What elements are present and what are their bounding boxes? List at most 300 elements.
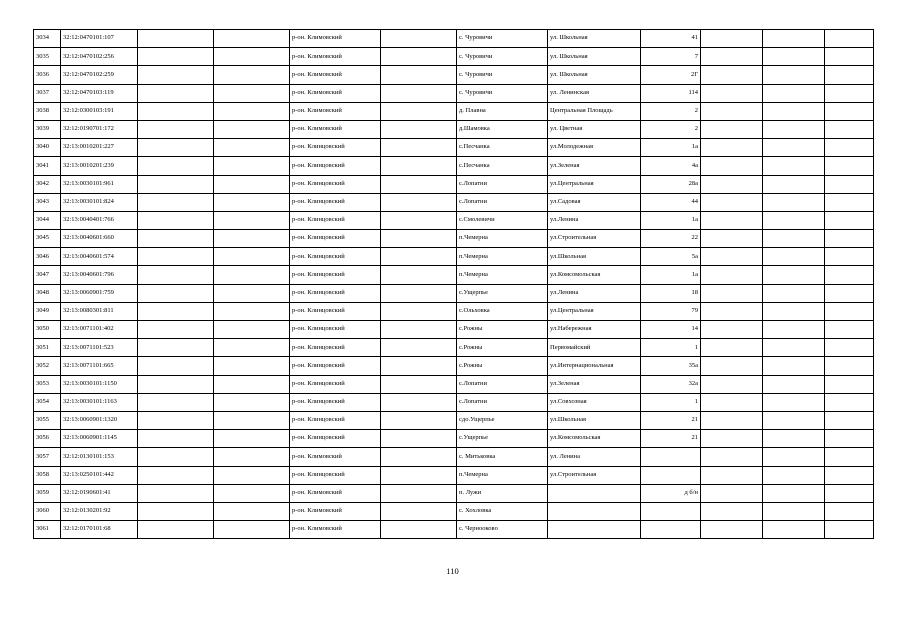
- empty-cell: [825, 48, 874, 66]
- empty-cell: [701, 466, 763, 484]
- empty-cell: [381, 230, 457, 248]
- empty-cell: [701, 211, 763, 229]
- cadastral-number-cell: 32:13:0010201:227: [61, 139, 138, 157]
- empty-cell: [701, 502, 763, 520]
- empty-cell: [138, 502, 214, 520]
- empty-cell: [381, 411, 457, 429]
- empty-cell: [381, 521, 457, 539]
- house-number-cell: 79: [641, 302, 701, 320]
- empty-cell: [825, 230, 874, 248]
- empty-cell: [701, 448, 763, 466]
- empty-cell: [214, 66, 290, 84]
- empty-cell: [825, 66, 874, 84]
- row-number-cell: 3058: [34, 466, 61, 484]
- empty-cell: [825, 266, 874, 284]
- cadastral-number-cell: 32:13:0040601:660: [61, 230, 138, 248]
- cadastral-number-cell: 32:12:0470102:259: [61, 66, 138, 84]
- table-row: [34, 84, 874, 102]
- street-cell: Центральная Площадь: [548, 102, 641, 120]
- cadastral-number-cell: 32:13:0030101:824: [61, 193, 138, 211]
- empty-cell: [763, 84, 825, 102]
- empty-cell: [701, 175, 763, 193]
- street-cell: ул.Ленина: [548, 211, 641, 229]
- empty-cell: [138, 230, 214, 248]
- empty-cell: [825, 284, 874, 302]
- empty-cell: [763, 448, 825, 466]
- empty-cell: [214, 484, 290, 502]
- empty-cell: [138, 284, 214, 302]
- table-row: [34, 139, 874, 157]
- row-number-cell: 3057: [34, 448, 61, 466]
- empty-cell: [214, 375, 290, 393]
- district-cell: р-он. Климовский: [290, 48, 381, 66]
- empty-cell: [763, 521, 825, 539]
- empty-cell: [763, 430, 825, 448]
- row-number-cell: 3045: [34, 230, 61, 248]
- house-number-cell: 41: [641, 30, 701, 48]
- empty-cell: [381, 248, 457, 266]
- row-number-cell: 3055: [34, 411, 61, 429]
- row-number-cell: 3061: [34, 521, 61, 539]
- street-cell: [548, 521, 641, 539]
- district-cell: р-он. Клинцовский: [290, 175, 381, 193]
- empty-cell: [138, 157, 214, 175]
- empty-cell: [701, 48, 763, 66]
- table-row: [34, 321, 874, 339]
- empty-cell: [214, 302, 290, 320]
- empty-cell: [138, 211, 214, 229]
- empty-cell: [214, 466, 290, 484]
- empty-cell: [138, 430, 214, 448]
- street-cell: ул.Молодежная: [548, 139, 641, 157]
- cadastral-number-cell: 32:12:0470103:119: [61, 84, 138, 102]
- table-row: [34, 466, 874, 484]
- empty-cell: [381, 430, 457, 448]
- empty-cell: [138, 321, 214, 339]
- empty-cell: [214, 411, 290, 429]
- house-number-cell: д б/н: [641, 484, 701, 502]
- district-cell: р-он. Клинцовский: [290, 139, 381, 157]
- empty-cell: [701, 266, 763, 284]
- district-cell: р-он. Клинцовский: [290, 411, 381, 429]
- street-cell: ул.Зеленая: [548, 157, 641, 175]
- cadastral-number-cell: 32:12:0190601:41: [61, 484, 138, 502]
- empty-cell: [701, 321, 763, 339]
- empty-cell: [214, 357, 290, 375]
- cadastral-number-cell: 32:13:0030101:1163: [61, 393, 138, 411]
- empty-cell: [701, 302, 763, 320]
- empty-cell: [214, 102, 290, 120]
- cadastral-number-cell: 32:13:0010201:239: [61, 157, 138, 175]
- street-cell: ул.Школьная: [548, 411, 641, 429]
- street-cell: ул.Совхозная: [548, 393, 641, 411]
- row-number-cell: 3040: [34, 139, 61, 157]
- empty-cell: [701, 339, 763, 357]
- empty-cell: [701, 193, 763, 211]
- district-cell: р-он. Клинцовский: [290, 230, 381, 248]
- empty-cell: [214, 266, 290, 284]
- settlement-cell: п.Чемерна: [457, 248, 548, 266]
- empty-cell: [825, 30, 874, 48]
- empty-cell: [701, 411, 763, 429]
- empty-cell: [214, 339, 290, 357]
- settlement-cell: с. Чуровичи: [457, 84, 548, 102]
- empty-cell: [138, 339, 214, 357]
- empty-cell: [138, 120, 214, 138]
- empty-cell: [701, 30, 763, 48]
- street-cell: ул. Школьная: [548, 66, 641, 84]
- table-row: [34, 302, 874, 320]
- empty-cell: [381, 211, 457, 229]
- empty-cell: [138, 357, 214, 375]
- row-number-cell: 3060: [34, 502, 61, 520]
- house-number-cell: 44: [641, 193, 701, 211]
- house-number-cell: 18: [641, 284, 701, 302]
- cadastral-number-cell: 32:12:0300103:191: [61, 102, 138, 120]
- district-cell: р-он. Климовский: [290, 448, 381, 466]
- street-cell: [548, 484, 641, 502]
- cadastral-number-cell: 32:13:0030101:1150: [61, 375, 138, 393]
- table-row: [34, 521, 874, 539]
- house-number-cell: 21: [641, 411, 701, 429]
- street-cell: ул.Садовая: [548, 193, 641, 211]
- empty-cell: [381, 157, 457, 175]
- row-number-cell: 3050: [34, 321, 61, 339]
- empty-cell: [138, 302, 214, 320]
- district-cell: р-он. Клинцовский: [290, 393, 381, 411]
- empty-cell: [381, 375, 457, 393]
- empty-cell: [381, 139, 457, 157]
- empty-cell: [701, 102, 763, 120]
- empty-cell: [214, 193, 290, 211]
- house-number-cell: 7: [641, 48, 701, 66]
- empty-cell: [763, 139, 825, 157]
- row-number-cell: 3039: [34, 120, 61, 138]
- row-number-cell: 3059: [34, 484, 61, 502]
- empty-cell: [825, 448, 874, 466]
- empty-cell: [825, 84, 874, 102]
- settlement-cell: с.Ольховка: [457, 302, 548, 320]
- empty-cell: [825, 321, 874, 339]
- cadastral-number-cell: 32:13:0060901:1320: [61, 411, 138, 429]
- empty-cell: [825, 302, 874, 320]
- empty-cell: [701, 393, 763, 411]
- empty-cell: [825, 466, 874, 484]
- house-number-cell: 1а: [641, 211, 701, 229]
- empty-cell: [701, 430, 763, 448]
- empty-cell: [825, 139, 874, 157]
- row-number-cell: 3034: [34, 30, 61, 48]
- table-row: [34, 393, 874, 411]
- house-number-cell: 21: [641, 430, 701, 448]
- house-number-cell: [641, 466, 701, 484]
- house-number-cell: 2: [641, 102, 701, 120]
- empty-cell: [763, 102, 825, 120]
- row-number-cell: 3044: [34, 211, 61, 229]
- empty-cell: [214, 430, 290, 448]
- empty-cell: [214, 284, 290, 302]
- empty-cell: [701, 139, 763, 157]
- page-number: 110: [446, 566, 459, 576]
- cadastral-number-cell: 32:12:0130101:153: [61, 448, 138, 466]
- house-number-cell: [641, 521, 701, 539]
- empty-cell: [381, 339, 457, 357]
- street-cell: ул. Ленинская: [548, 84, 641, 102]
- house-number-cell: 28а: [641, 175, 701, 193]
- settlement-cell: с. Чуровичи: [457, 30, 548, 48]
- settlement-cell: д. Плавна: [457, 102, 548, 120]
- cadastral-number-cell: 32:13:0060901:1145: [61, 430, 138, 448]
- empty-cell: [214, 48, 290, 66]
- empty-cell: [763, 30, 825, 48]
- empty-cell: [381, 84, 457, 102]
- empty-cell: [138, 466, 214, 484]
- empty-cell: [763, 230, 825, 248]
- table-row: [34, 266, 874, 284]
- empty-cell: [763, 375, 825, 393]
- house-number-cell: 2Г: [641, 66, 701, 84]
- table-row: [34, 430, 874, 448]
- empty-cell: [763, 157, 825, 175]
- empty-cell: [763, 266, 825, 284]
- district-cell: р-он. Клинцовский: [290, 157, 381, 175]
- empty-cell: [825, 102, 874, 120]
- settlement-cell: с.Лопатни: [457, 393, 548, 411]
- empty-cell: [701, 230, 763, 248]
- table-row: [34, 157, 874, 175]
- empty-cell: [214, 139, 290, 157]
- empty-cell: [825, 430, 874, 448]
- empty-cell: [825, 393, 874, 411]
- table-row: [34, 357, 874, 375]
- street-cell: Первомайский: [548, 339, 641, 357]
- empty-cell: [138, 193, 214, 211]
- empty-cell: [825, 157, 874, 175]
- empty-cell: [138, 84, 214, 102]
- empty-cell: [214, 30, 290, 48]
- district-cell: р-он. Климовский: [290, 502, 381, 520]
- settlement-cell: с. Хохловка: [457, 502, 548, 520]
- empty-cell: [701, 120, 763, 138]
- house-number-cell: 35а: [641, 357, 701, 375]
- empty-cell: [214, 521, 290, 539]
- table-row: [34, 411, 874, 429]
- empty-cell: [214, 321, 290, 339]
- empty-cell: [763, 66, 825, 84]
- empty-cell: [138, 448, 214, 466]
- cadastral-number-cell: 32:12:0470102:256: [61, 48, 138, 66]
- empty-cell: [214, 157, 290, 175]
- empty-cell: [381, 321, 457, 339]
- cadastral-number-cell: 32:13:0250101:442: [61, 466, 138, 484]
- district-cell: р-он. Климовский: [290, 102, 381, 120]
- empty-cell: [138, 393, 214, 411]
- empty-cell: [763, 120, 825, 138]
- settlement-cell: с.Лопатни: [457, 193, 548, 211]
- settlement-cell: с.Ущерпье: [457, 284, 548, 302]
- cadastral-number-cell: 32:12:0130201:92: [61, 502, 138, 520]
- settlement-cell: с.Рожны: [457, 339, 548, 357]
- empty-cell: [138, 139, 214, 157]
- empty-cell: [825, 175, 874, 193]
- row-number-cell: 3051: [34, 339, 61, 357]
- empty-cell: [138, 375, 214, 393]
- street-cell: ул. Школьная: [548, 48, 641, 66]
- empty-cell: [214, 175, 290, 193]
- table-row: [34, 102, 874, 120]
- table-row: [34, 66, 874, 84]
- row-number-cell: 3047: [34, 266, 61, 284]
- empty-cell: [138, 411, 214, 429]
- house-number-cell: [641, 502, 701, 520]
- empty-cell: [381, 30, 457, 48]
- empty-cell: [701, 284, 763, 302]
- row-number-cell: 3046: [34, 248, 61, 266]
- row-number-cell: 3038: [34, 102, 61, 120]
- cadastral-number-cell: 32:13:0080301:811: [61, 302, 138, 320]
- table-row: [34, 448, 874, 466]
- row-number-cell: 3036: [34, 66, 61, 84]
- house-number-cell: 32а: [641, 375, 701, 393]
- cadastral-number-cell: 32:12:0190701:172: [61, 120, 138, 138]
- table-row: [34, 120, 874, 138]
- empty-cell: [763, 284, 825, 302]
- empty-cell: [825, 375, 874, 393]
- district-cell: р-он. Клинцовский: [290, 211, 381, 229]
- registry-table-body: [34, 30, 874, 539]
- row-number-cell: 3042: [34, 175, 61, 193]
- settlement-cell: д.Шамовка: [457, 120, 548, 138]
- empty-cell: [214, 84, 290, 102]
- empty-cell: [701, 157, 763, 175]
- settlement-cell: с.Рожны: [457, 321, 548, 339]
- cadastral-number-cell: 32:12:0470101:107: [61, 30, 138, 48]
- empty-cell: [701, 521, 763, 539]
- empty-cell: [763, 211, 825, 229]
- table-row: [34, 284, 874, 302]
- empty-cell: [381, 393, 457, 411]
- empty-cell: [825, 193, 874, 211]
- house-number-cell: 1а: [641, 266, 701, 284]
- house-number-cell: 2: [641, 120, 701, 138]
- empty-cell: [825, 411, 874, 429]
- house-number-cell: [641, 448, 701, 466]
- empty-cell: [763, 321, 825, 339]
- cadastral-number-cell: 32:13:0030101:961: [61, 175, 138, 193]
- empty-cell: [214, 211, 290, 229]
- settlement-cell: п.Чемерна: [457, 466, 548, 484]
- table-row: [34, 30, 874, 48]
- street-cell: ул.Строительная: [548, 466, 641, 484]
- empty-cell: [214, 393, 290, 411]
- cadastral-number-cell: 32:13:0040401:766: [61, 211, 138, 229]
- district-cell: р-он. Климовский: [290, 66, 381, 84]
- house-number-cell: 1а: [641, 139, 701, 157]
- house-number-cell: 1: [641, 393, 701, 411]
- table-row: [34, 211, 874, 229]
- row-number-cell: 3048: [34, 284, 61, 302]
- empty-cell: [825, 248, 874, 266]
- street-cell: ул.Школьная: [548, 248, 641, 266]
- empty-cell: [825, 521, 874, 539]
- empty-cell: [701, 84, 763, 102]
- district-cell: р-он. Клинцовский: [290, 375, 381, 393]
- district-cell: р-он. Клинцовский: [290, 302, 381, 320]
- table-row: [34, 375, 874, 393]
- house-number-cell: 5а: [641, 248, 701, 266]
- street-cell: ул.Строительная: [548, 230, 641, 248]
- empty-cell: [214, 448, 290, 466]
- empty-cell: [825, 211, 874, 229]
- street-cell: ул. Ленина: [548, 448, 641, 466]
- empty-cell: [381, 484, 457, 502]
- street-cell: ул. Школьная: [548, 30, 641, 48]
- cadastral-number-cell: 32:13:0040601:574: [61, 248, 138, 266]
- empty-cell: [381, 120, 457, 138]
- empty-cell: [138, 30, 214, 48]
- empty-cell: [381, 102, 457, 120]
- street-cell: ул.Ленина: [548, 284, 641, 302]
- settlement-cell: п.Чемерна: [457, 266, 548, 284]
- empty-cell: [701, 248, 763, 266]
- street-cell: ул. Цветная: [548, 120, 641, 138]
- empty-cell: [381, 66, 457, 84]
- table-row: [34, 248, 874, 266]
- cadastral-number-cell: 32:13:0071101:665: [61, 357, 138, 375]
- street-cell: ул.Центральная: [548, 175, 641, 193]
- house-number-cell: 14: [641, 321, 701, 339]
- row-number-cell: 3054: [34, 393, 61, 411]
- cadastral-number-cell: 32:13:0060901:759: [61, 284, 138, 302]
- settlement-cell: п. Лужи: [457, 484, 548, 502]
- empty-cell: [701, 484, 763, 502]
- empty-cell: [381, 193, 457, 211]
- street-cell: ул.Интернациональная: [548, 357, 641, 375]
- row-number-cell: 3043: [34, 193, 61, 211]
- empty-cell: [214, 120, 290, 138]
- district-cell: р-он. Клинцовский: [290, 284, 381, 302]
- empty-cell: [138, 102, 214, 120]
- empty-cell: [381, 448, 457, 466]
- row-number-cell: 3037: [34, 84, 61, 102]
- settlement-cell: с.Лопатни: [457, 375, 548, 393]
- empty-cell: [763, 502, 825, 520]
- table-row: [34, 175, 874, 193]
- empty-cell: [825, 502, 874, 520]
- registry-table: [33, 29, 874, 539]
- empty-cell: [381, 48, 457, 66]
- empty-cell: [825, 357, 874, 375]
- settlement-cell: с. Чернооково: [457, 521, 548, 539]
- cadastral-number-cell: 32:13:0040601:796: [61, 266, 138, 284]
- table-row: [34, 339, 874, 357]
- empty-cell: [763, 48, 825, 66]
- empty-cell: [763, 248, 825, 266]
- empty-cell: [381, 502, 457, 520]
- empty-cell: [214, 502, 290, 520]
- empty-cell: [763, 302, 825, 320]
- settlement-cell: с.Песчанка: [457, 139, 548, 157]
- district-cell: р-он. Клинцовский: [290, 357, 381, 375]
- settlement-cell: с.Рожны: [457, 357, 548, 375]
- row-number-cell: 3035: [34, 48, 61, 66]
- empty-cell: [701, 66, 763, 84]
- district-cell: р-он. Климовский: [290, 484, 381, 502]
- district-cell: р-он. Клинцовский: [290, 248, 381, 266]
- empty-cell: [138, 248, 214, 266]
- settlement-cell: с.Ущерпье: [457, 430, 548, 448]
- street-cell: ул.Центральная: [548, 302, 641, 320]
